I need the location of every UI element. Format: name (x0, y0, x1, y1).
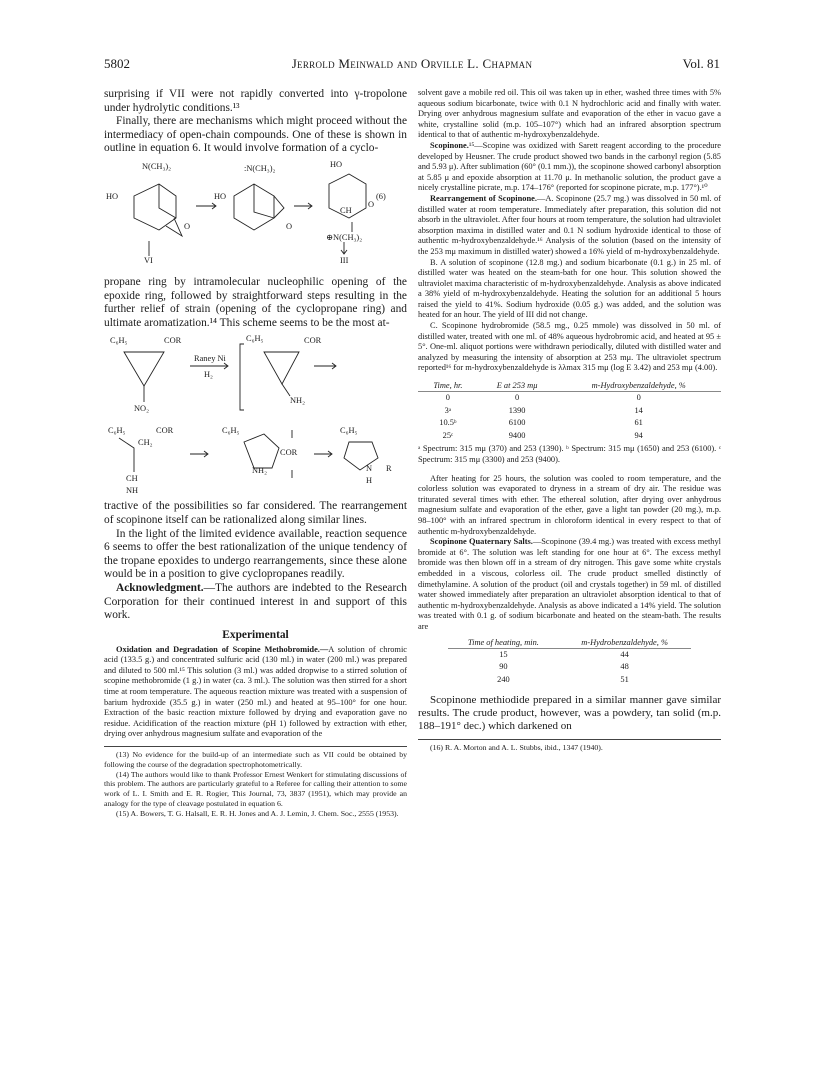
paragraph-part-c: C. Scopinone hydrobromide (58.5 mg., 0.25 mmole) was dissolved in 50 ml. of distilled water, treated with one ml. of 48% aqueous hydrobromic acid, and heated at 95 ± 5°. One-ml. aliquot portions were withdrawn periodically, diluted with distilled water and analyzed by measuring the intensity of absorption at 253 mμ. The ultraviolet spectrum reported¹⁶ for m-hydroxybenzaldehyde is λλmax 315 mμ (log E 3.42) and 253 mμ (4.00). (418, 321, 721, 373)
equation-number: (6) (376, 191, 386, 201)
table-row (418, 392, 721, 405)
paragraph-part-b: B. A solution of scopinone (12.8 mg.) and sodium bicarbonate (0.1 g.) in 25 ml. of distilled water was heated on the steam-bath for one hour. This solution showed the ultraviolet maxima characteristic of m-hydroxybenzaldehyde. Analysis as above indicated a 38% yield of m-hydroxybenzaldehyde. Heating the solution for an additional 5 hours raised the yield to 41%. Sodium hydroxide (0.05 g.) was added, and the solution was heated for an hour. The yield of III did not change. (418, 257, 721, 320)
scheme-label: CH (340, 205, 352, 215)
table-cell: 3ᵃ (444, 405, 452, 415)
scheme-label: NH₂ (252, 466, 268, 476)
column-header: Time of heating, min. (448, 637, 558, 649)
volume-label: Vol. 81 (682, 56, 720, 71)
paragraph-text: A solution of chromic acid (133.5 g.) and concentrated sulfuric acid (130 ml.) in water (200 ml.) was prepared and diluted to 500 ml.¹⁵ This solution (3 ml.) was added dropwise to a stirred solution of scopine methobromide (1 g.) in water (ca. 3 ml.). The solution was then stirred for a short time at room temperature. The aqueous reaction mixture was treated with a suspension of barium hydroxide (35.5 g.) in water (250 ml.) and heated at 95–100° for one hour. Extraction of the basic reaction mixture followed by drying and evaporation gave no residue. Acidification of the reaction mixture (pH 1) followed by extraction with ether, drying over anhydrous magnesium sulfate and evaporation of the (104, 644, 407, 739)
page-header (104, 56, 720, 74)
table-heating-yield (448, 637, 690, 687)
table-cell: 240 (497, 674, 510, 684)
section-heading-experimental: Experimental (222, 628, 289, 641)
table-cell: 10.5ᵇ (439, 418, 457, 428)
table-row (448, 648, 690, 661)
scheme-label: HO (330, 159, 343, 169)
table-row (418, 417, 721, 430)
scheme-label: CH (126, 474, 138, 484)
table-header-row (418, 380, 721, 392)
scheme-label: C₆H₅ (108, 426, 126, 436)
table-cell: 14 (634, 405, 643, 415)
scheme-label: COR (156, 426, 174, 436)
table-cell: 25ᶜ (442, 430, 454, 440)
table-cell: 61 (634, 418, 643, 428)
scheme-label: N (366, 464, 373, 474)
left-column (104, 88, 407, 819)
table-cell: 44 (620, 649, 629, 659)
table-cell: 15 (499, 649, 508, 659)
table-cell: 0 (636, 393, 641, 403)
scheme-label: NH₂ (290, 396, 306, 406)
table-row (448, 661, 690, 674)
paragraph: tractive of the possibilities so far considered. The rearrangement of scopinone itself can be rationalized along similar lines. (104, 500, 407, 526)
run-in-heading: Oxidation and Degradation of Scopine Methobromide.— (116, 644, 329, 654)
acknowledgment-text: —The authors are indebted to the Research Corporation for their continued interest in and support of this work. (104, 581, 407, 622)
table-cell: 0 (445, 393, 450, 403)
footnote-16: (16) R. A. Morton and A. L. Stubbs, ibid., 1347 (1940). (430, 743, 603, 753)
scheme-label: :N(CH₃)₂ (244, 163, 276, 173)
table-cell: 90 (499, 662, 508, 672)
reaction-scheme-6 (104, 156, 407, 276)
table-row (418, 405, 721, 418)
footnote-13: (13) No evidence for the build-up of an intermediate such as VII could be obtained by following the course of the degradation spectrophotometrically. (104, 750, 407, 769)
paragraph-text: ¹⁵—Scopine was oxidized with Sarett reagent according to the procedure developed by Heusner. The crude product showed two bands in the carbonyl region (5.85 and 5.93 μ). After sublimation (60° (0.1 mm.)), the scopinone showed carbonyl absorption at 5.85 μ and epoxide absorption at 11.70 μ. In methanolic solution, the product gave a nicely crystalline picrate, m.p. 174–176° (reported for scopinone picrate, m.p. 177°).¹⁰ (418, 140, 721, 193)
scheme-label: NH (126, 486, 139, 496)
table-cell: 48 (620, 662, 629, 672)
scheme-label: C₆H₅ (246, 334, 264, 344)
column-header: m-Hydroxybenzaldehyde, % (556, 380, 721, 392)
table-row (418, 430, 721, 443)
paragraph: solvent gave a mobile red oil. This oil was taken up in ether, washed three times with 5% aqueous sodium bicarbonate, twice with 0.1 N hydrochloric acid and finally with water. Drying over anhydrous magnesium sulfate and evaporation of the ether in vacuo gave a white, crystalline solid (m.p. 105–107°) which had an infrared absorption spectrum identical to that of authentic m-hydroxybenzaldehyde. (418, 88, 721, 140)
reagent-label: Raney Ni (194, 354, 226, 364)
scheme-label: COR (280, 448, 298, 458)
acknowledgment-heading: Acknowledgment. (116, 581, 204, 594)
paragraph: After heating for 25 hours, the solution was cooled to room temperature, and the colorless solution was evaporated to dryness in a stream of dry air. The residue was triturated several times with ether. The ethereal solution, after drying over anhydrous magnesium sulfate and evaporation of the ether, gave a light tan powder (20 mg.), m.p. 98–100° with an infrared spectrum in chloroform identical in every respect to that of authentic m-hydroxybenzaldehyde. (418, 473, 721, 536)
table-header-row (448, 637, 690, 649)
reagent-label: H₂ (204, 370, 213, 380)
scheme-label: ⊕N(CH₃)₂ (326, 232, 363, 242)
column-header: m-Hydrobenzaldehyde, % (559, 637, 691, 649)
scheme-label: CH₂ (138, 438, 153, 448)
table-cell: 9400 (508, 430, 526, 440)
table-row (448, 674, 690, 687)
analogy-scheme (104, 330, 407, 500)
paragraph: In the light of the limited evidence available, reaction sequence 6 seems to offer the best rationalization of the unique tendency of the tropane epoxides to undergo rearrangements, since these alone would be in a position to give cyclopropanes readily. (104, 527, 407, 581)
scheme-label: R (386, 464, 392, 474)
scheme-label: COR (164, 336, 182, 346)
page-number: 5802 (104, 56, 130, 71)
footnote-14: (14) The authors would like to thank Professor Ernest Wenkert for stimulating discussions of this problem. The authors are particularly grateful to a Referee for calling their attention to some work of L. I. Smith and E. R. Rogier, This Journal, 73, 3837 (1951), which may provide an analogy for the type of cleavage postulated in equation 6. (104, 769, 407, 809)
paragraph-text: —A. Scopinone (25.7 mg.) was dissolved in 50 ml. of distilled water at room temperature. Immediately after preparation, this solution did not absorb in the ultraviolet. After four hours at room temperature, the solution had ultraviolet absorption maxima in distilled water and 0.1 N sodium hydroxide identical to those of authentic m-hydroxybenzaldehyde.¹⁶ Analysis of the solution (based on the intensity of the 253 mμ maximum in distilled water) showed a 16% yield of m-hydroxybenzaldehyde. (418, 193, 721, 256)
table-rearrangement-yield (418, 380, 721, 442)
scheme-label: C₆H₅ (222, 426, 240, 436)
run-in-heading: Scopinone. (430, 140, 469, 150)
column-header: E at 253 mμ (478, 380, 557, 392)
footnote-rule (104, 746, 407, 747)
scheme-label: HO (106, 191, 119, 201)
footnote-rule (418, 739, 721, 740)
run-in-heading: Scopinone Quaternary Salts. (430, 537, 533, 547)
scheme-label: O (184, 221, 191, 231)
scheme-label: O (368, 199, 375, 209)
table-cell: 0 (514, 393, 520, 403)
compound-label-vi: VI (144, 255, 153, 265)
scopinone-paragraph (418, 141, 721, 194)
experimental-paragraph (104, 645, 407, 740)
scheme-label: N(CH₃)₂ (142, 161, 172, 171)
scheme-label: NO₂ (134, 404, 150, 414)
run-in-heading: Rearrangement of Scopinone. (430, 193, 537, 203)
acknowledgment (104, 582, 407, 623)
column-header: Time, hr. (418, 380, 478, 392)
scheme-label: C₆H₅ (110, 336, 128, 346)
scheme-label: O (286, 221, 293, 231)
right-column (418, 88, 721, 753)
table-cell: 94 (634, 430, 643, 440)
scheme-label: COR (304, 336, 322, 346)
paragraph-text: —Scopinone (39.4 mg.) was treated with excess methyl bromide at 6°. The solution was left standing for one hour at 6°. The excess methyl bromide was then blown off in a stream of dry nitrogen. This gave some white crystals embedded in a viscous, colorless oil. The crude product smelled distinctly of dimethylamine. A solution of the product (oil and crystals together) in 59 ml. of distilled water showed immediately after preparation an ultraviolet absorption identical to that of authentic m-hydroxybenzaldehyde. Analysis as above indicated a 14% yield. The solution was treated with 0.1 g. of sodium bicarbonate and heated on the steam-bath. The results are (418, 537, 721, 631)
table-notes: ᵃ Spectrum: 315 mμ (370) and 253 (1390). ᵇ Spectrum: 315 mμ (1650) and 253 (6100). ᶜ Spectrum: 315 mμ (3300) and 253 (9400). (418, 444, 721, 464)
paragraph: Finally, there are mechanisms which might proceed without the intermediacy of open-chain compounds. One of these is shown in outline in equation 6. It would involve formation of a cyclo- (104, 115, 407, 155)
table-cell: 1390 (508, 405, 526, 415)
paragraph: propane ring by intramolecular nucleophilic opening of the epoxide ring, followed by straightforward steps resulting in the further relief of strain (opening of the cyclopropane ring) and ultimate aromatization.¹⁴ This scheme seems to be the most at- (104, 275, 407, 329)
rearrangement-paragraph (418, 194, 721, 258)
scheme-label: C₆H₅ (340, 426, 358, 436)
table-cell: 6100 (508, 418, 526, 428)
paragraph: surprising if VII were not rapidly converted into γ-tropolone under hydrolytic conditions.¹³ (104, 88, 407, 114)
compound-label-iii: III (340, 255, 349, 265)
quaternary-salts-paragraph (418, 537, 721, 632)
table-cell: 51 (620, 674, 629, 684)
running-authors: Jerrold Meinwald and Orville L. Chapman (291, 56, 533, 71)
paragraph: Scopinone methiodide prepared in a similar manner gave similar results. The crude product, however, was a powdery, tan solid (m.p. 188–191° dec.) which darkened on (418, 694, 721, 733)
scheme-label: H (366, 476, 373, 486)
scheme-label: HO (214, 191, 227, 201)
footnote-15: (15) A. Bowers, T. G. Halsall, E. R. H. Jones and A. J. Lemin, J. Chem. Soc., 2555 (1953). (116, 808, 399, 818)
